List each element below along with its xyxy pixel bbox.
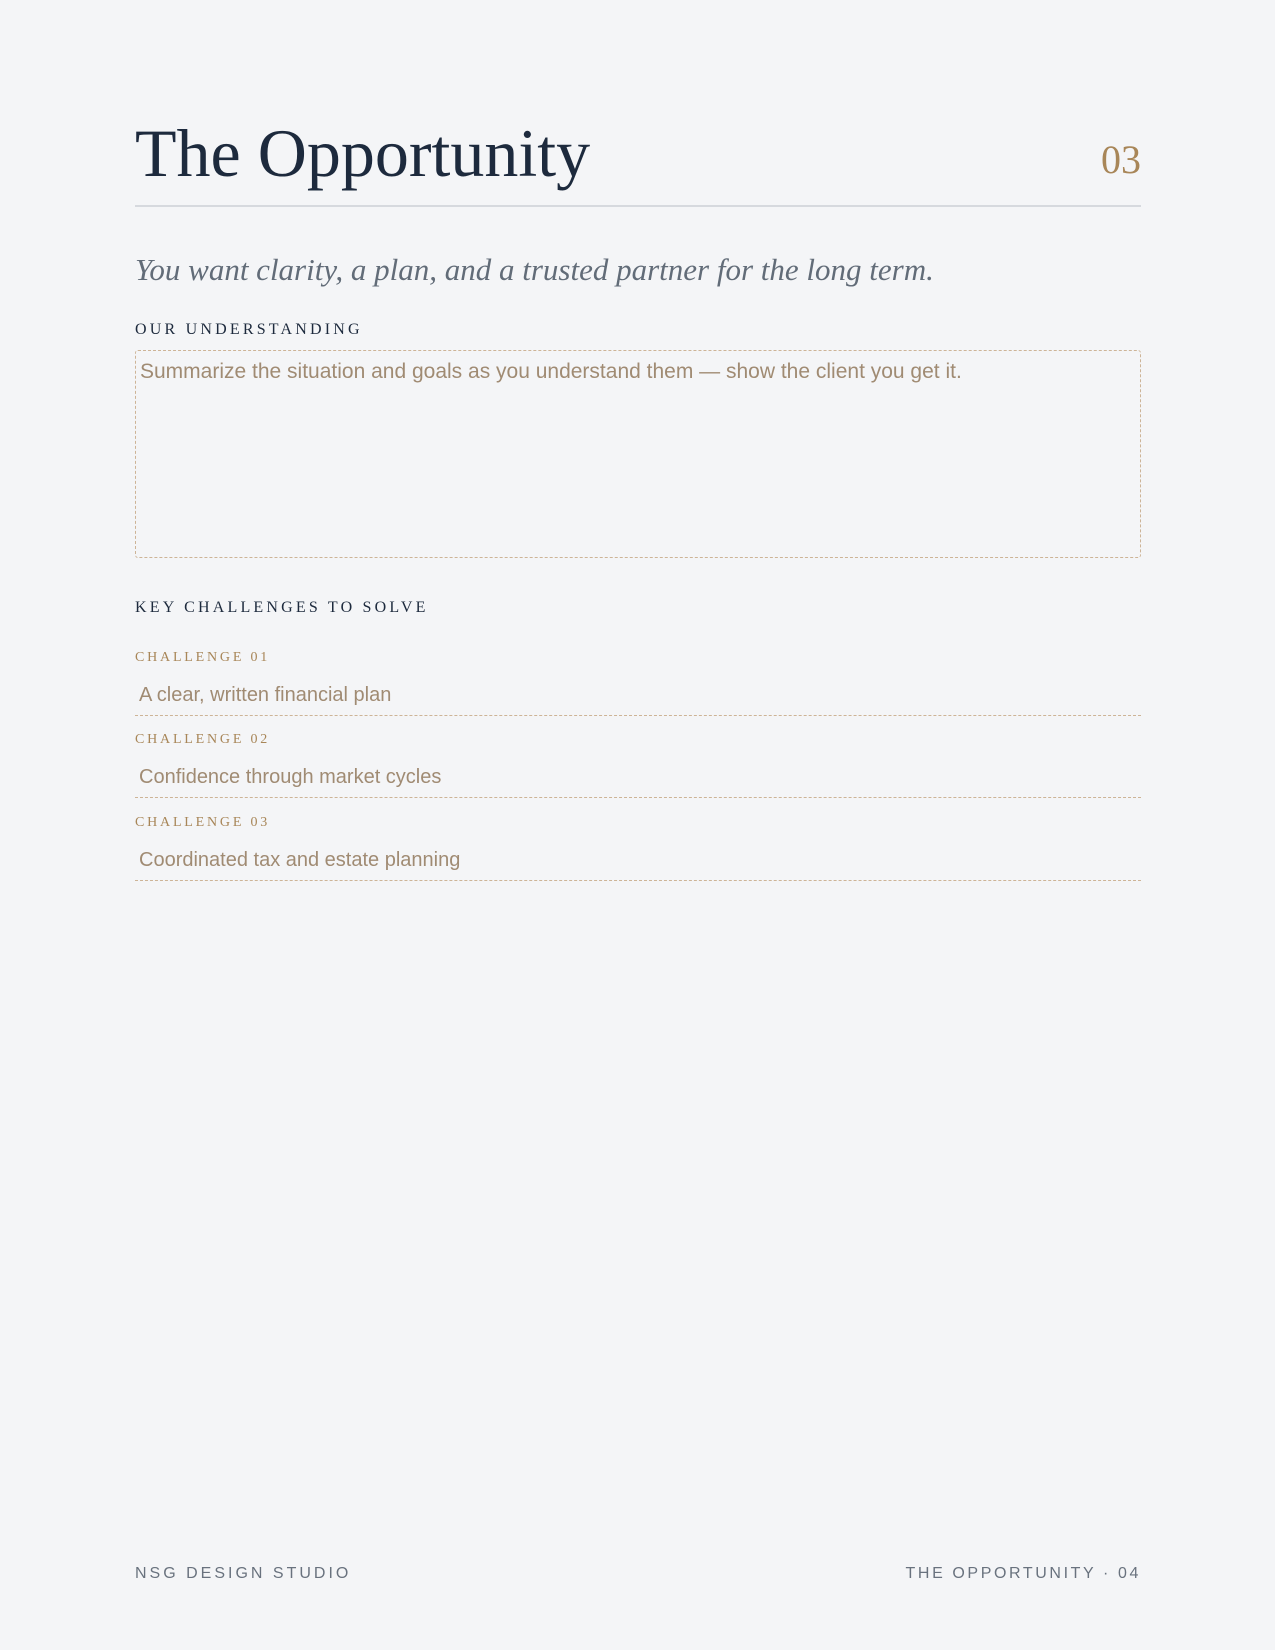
understanding-text-field[interactable]: Summarize the situation and goals as you understand them — show the client you get it.	[135, 350, 1141, 558]
section-number: 03	[1101, 137, 1141, 182]
key-challenges-label: KEY CHALLENGES TO SOLVE	[135, 599, 429, 616]
tagline: You want clarity, a plan, and a trusted partner for the long term.	[135, 252, 934, 287]
challenge-text-field[interactable]: Confidence through market cycles	[135, 762, 1141, 798]
page-title: The Opportunity	[135, 115, 591, 191]
challenge-item	[135, 731, 1141, 798]
challenge-label: CHALLENGE 02	[135, 732, 271, 747]
page-header	[135, 108, 1141, 207]
our-understanding-label: OUR UNDERSTANDING	[135, 321, 363, 338]
challenge-item	[135, 649, 1141, 716]
challenge-text-field[interactable]: A clear, written financial plan	[135, 680, 1141, 716]
footer-page-label: THE OPPORTUNITY · 04	[905, 1565, 1141, 1582]
challenge-item	[135, 814, 1141, 881]
challenge-label: CHALLENGE 01	[135, 650, 271, 665]
challenge-label: CHALLENGE 03	[135, 815, 271, 830]
footer-studio-name: NSG DESIGN STUDIO	[135, 1565, 352, 1582]
challenge-text-field[interactable]: Coordinated tax and estate planning	[135, 845, 1141, 881]
